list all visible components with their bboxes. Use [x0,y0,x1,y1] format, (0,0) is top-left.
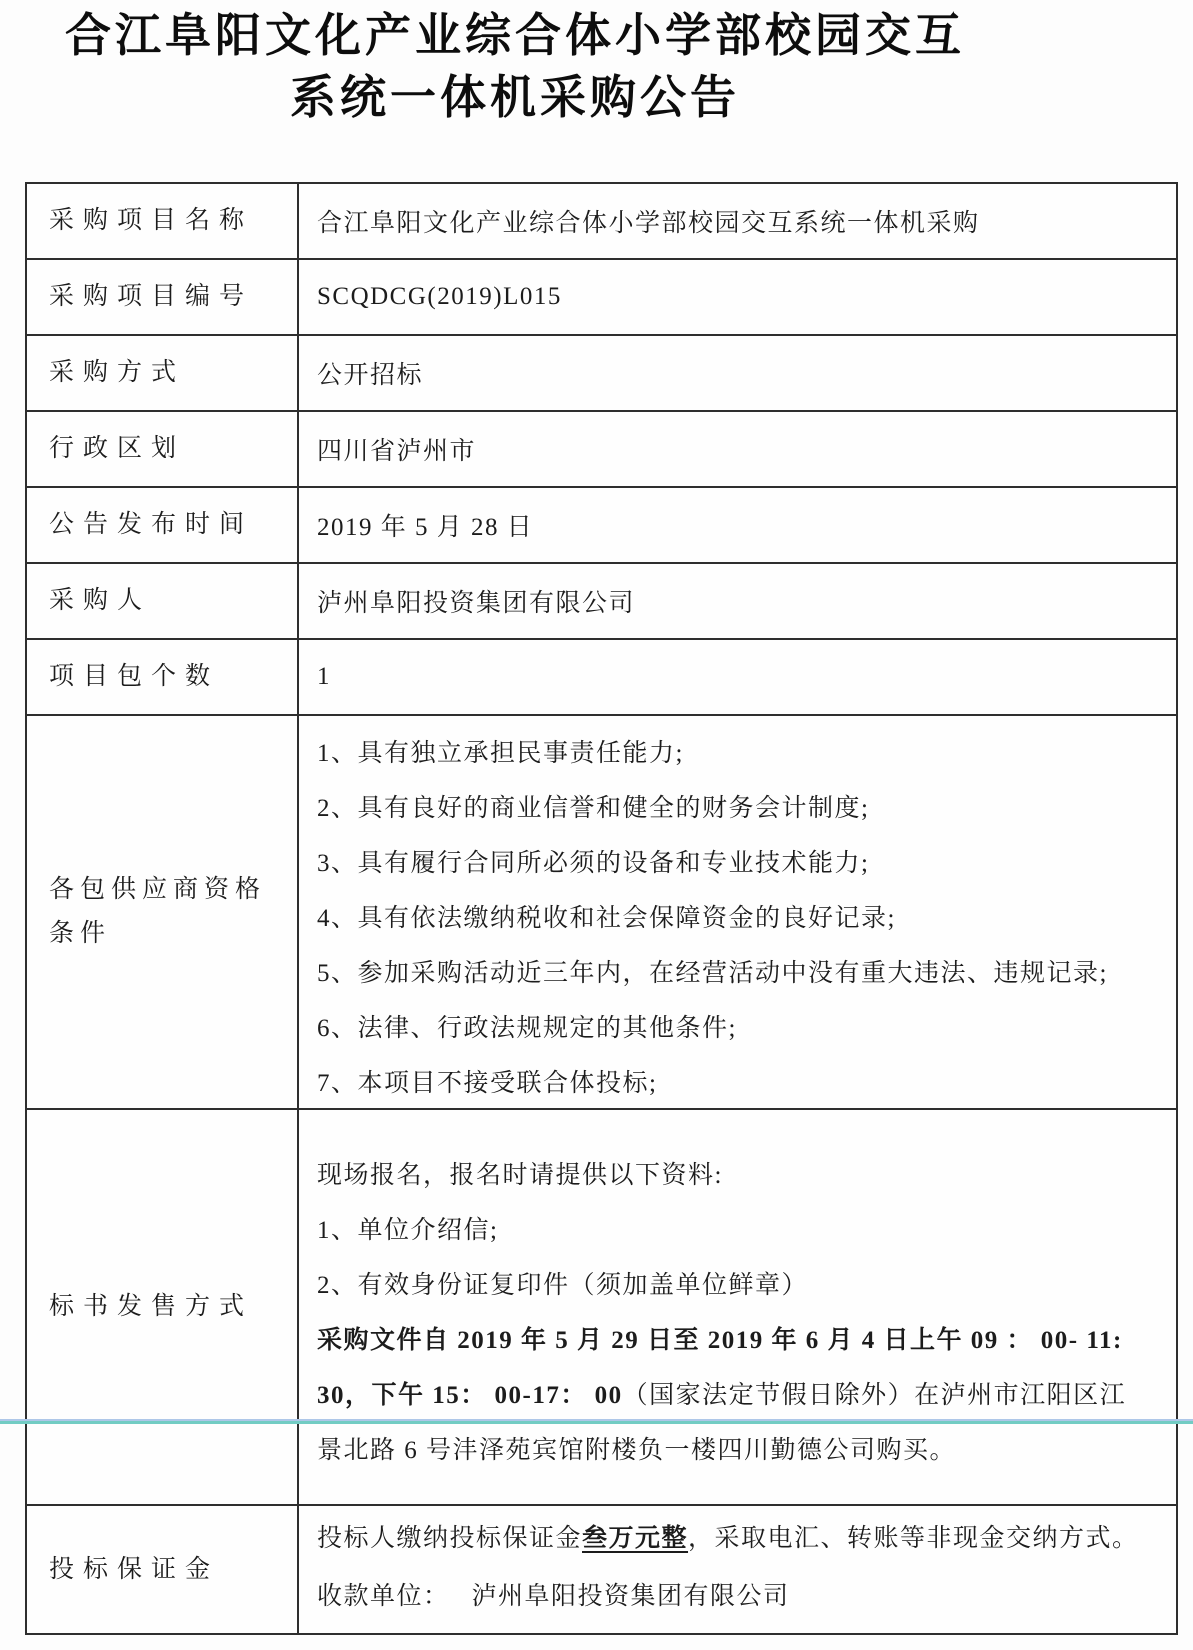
schedule-normal-segment: （国家法定节假日除外）在泸州市江阳区江 [622,1382,1127,1409]
table-row-project-number [27,260,1176,336]
row-label: 采购项目编号 [27,260,299,334]
row-label: 行政区划 [27,412,299,486]
row-value: 合江阜阳文化产业综合体小学部校园交互系统一体机采购 [317,210,980,237]
qualification-item: 3、具有履行合同所必须的设备和专业技术能力; [317,850,870,877]
row-value: SCQDCG(2019)L015 [317,283,562,310]
qualification-item: 6、法律、行政法规规定的其他条件; [317,1015,737,1042]
table-row-bid-document-sale [27,1110,1176,1506]
qualification-item: 2、具有良好的商业信誉和健全的财务会计制度; [317,795,870,822]
row-value: 公开招标 [317,362,424,389]
bid-sale-intro: 现场报名，报名时请提供以下资料: [317,1162,723,1189]
table-row-admin-region [27,412,1176,488]
table-row-project-name [27,184,1176,260]
qualification-item: 4、具有依法缴纳税收和社会保障资金的良好记录; [317,905,896,932]
row-value: 2019 年 5 月 28 日 [317,514,534,541]
bid-sale-schedule-line [317,1368,1176,1423]
row-value: 1 [317,663,331,690]
table-row-package-count [27,640,1176,716]
page-title-line-2: 系统一体机采购公告 [290,71,740,123]
qualification-item: 7、本项目不接受联合体投标; [317,1070,658,1097]
row-value: 四川省泸州市 [317,438,477,465]
row-label: 投标保证金 [27,1506,299,1633]
payee-label: 收款单位： [317,1583,450,1610]
deposit-payee-line [317,1568,1176,1626]
schedule-bold-segment: 采购文件自 2019 年 5 月 29 日至 2019 年 6 月 4 日上午 09 ： 00- 11: [317,1327,1123,1354]
bid-sale-schedule-line [317,1313,1176,1368]
payee-value: 泸州阜阳投资集团有限公司 [471,1583,790,1610]
bid-sale-schedule-line [317,1423,1176,1478]
qualification-list [299,716,1176,1108]
qualification-item: 1、具有独立承担民事责任能力; [317,740,684,767]
qualification-item: 5、参加采购活动近三年内，在经营活动中没有重大违法、违规记录; [317,960,1108,987]
table-row-supplier-qualifications [27,716,1176,1110]
row-label: 各包供应商资格条件 [27,716,299,1108]
scanner-artifact-teal-stripe [0,1421,1193,1424]
row-label: 采购项目名称 [27,184,299,258]
row-label: 采购方式 [27,336,299,410]
row-label: 采购人 [27,564,299,638]
schedule-normal-segment: 景北路 6 号沣泽苑宾馆附楼负一楼四川勤德公司购买。 [317,1437,957,1464]
table-row-purchaser [27,564,1176,640]
page-title [0,0,1030,128]
deposit-amount: 叁万元整 [582,1525,689,1552]
deposit-amount-line [317,1510,1176,1568]
row-label: 标书发售方式 [27,1110,299,1504]
deposit-details [299,1506,1176,1633]
page-title-line-1: 合江阜阳文化产业综合体小学部校园交互 [65,9,965,61]
table-row-procurement-method [27,336,1176,412]
row-label: 项目包个数 [27,640,299,714]
row-value: 泸州阜阳投资集团有限公司 [317,590,636,617]
row-label: 公告发布时间 [27,488,299,562]
bid-sale-item: 2、有效身份证复印件（须加盖单位鲜章） [317,1272,809,1299]
bid-sale-details [299,1110,1176,1504]
table-row-announce-date [27,488,1176,564]
table-row-bid-deposit [27,1506,1176,1633]
procurement-info-table [25,182,1178,1635]
bid-sale-item: 1、单位介绍信; [317,1217,499,1244]
deposit-prefix: 投标人缴纳投标保证金 [317,1525,583,1552]
deposit-suffix: ，采取电汇、转账等非现金交纳方式。 [688,1525,1139,1552]
scanner-artifact-line [0,1419,1193,1425]
schedule-bold-segment: 30，下午 15： 00-17： 00 [317,1382,623,1409]
